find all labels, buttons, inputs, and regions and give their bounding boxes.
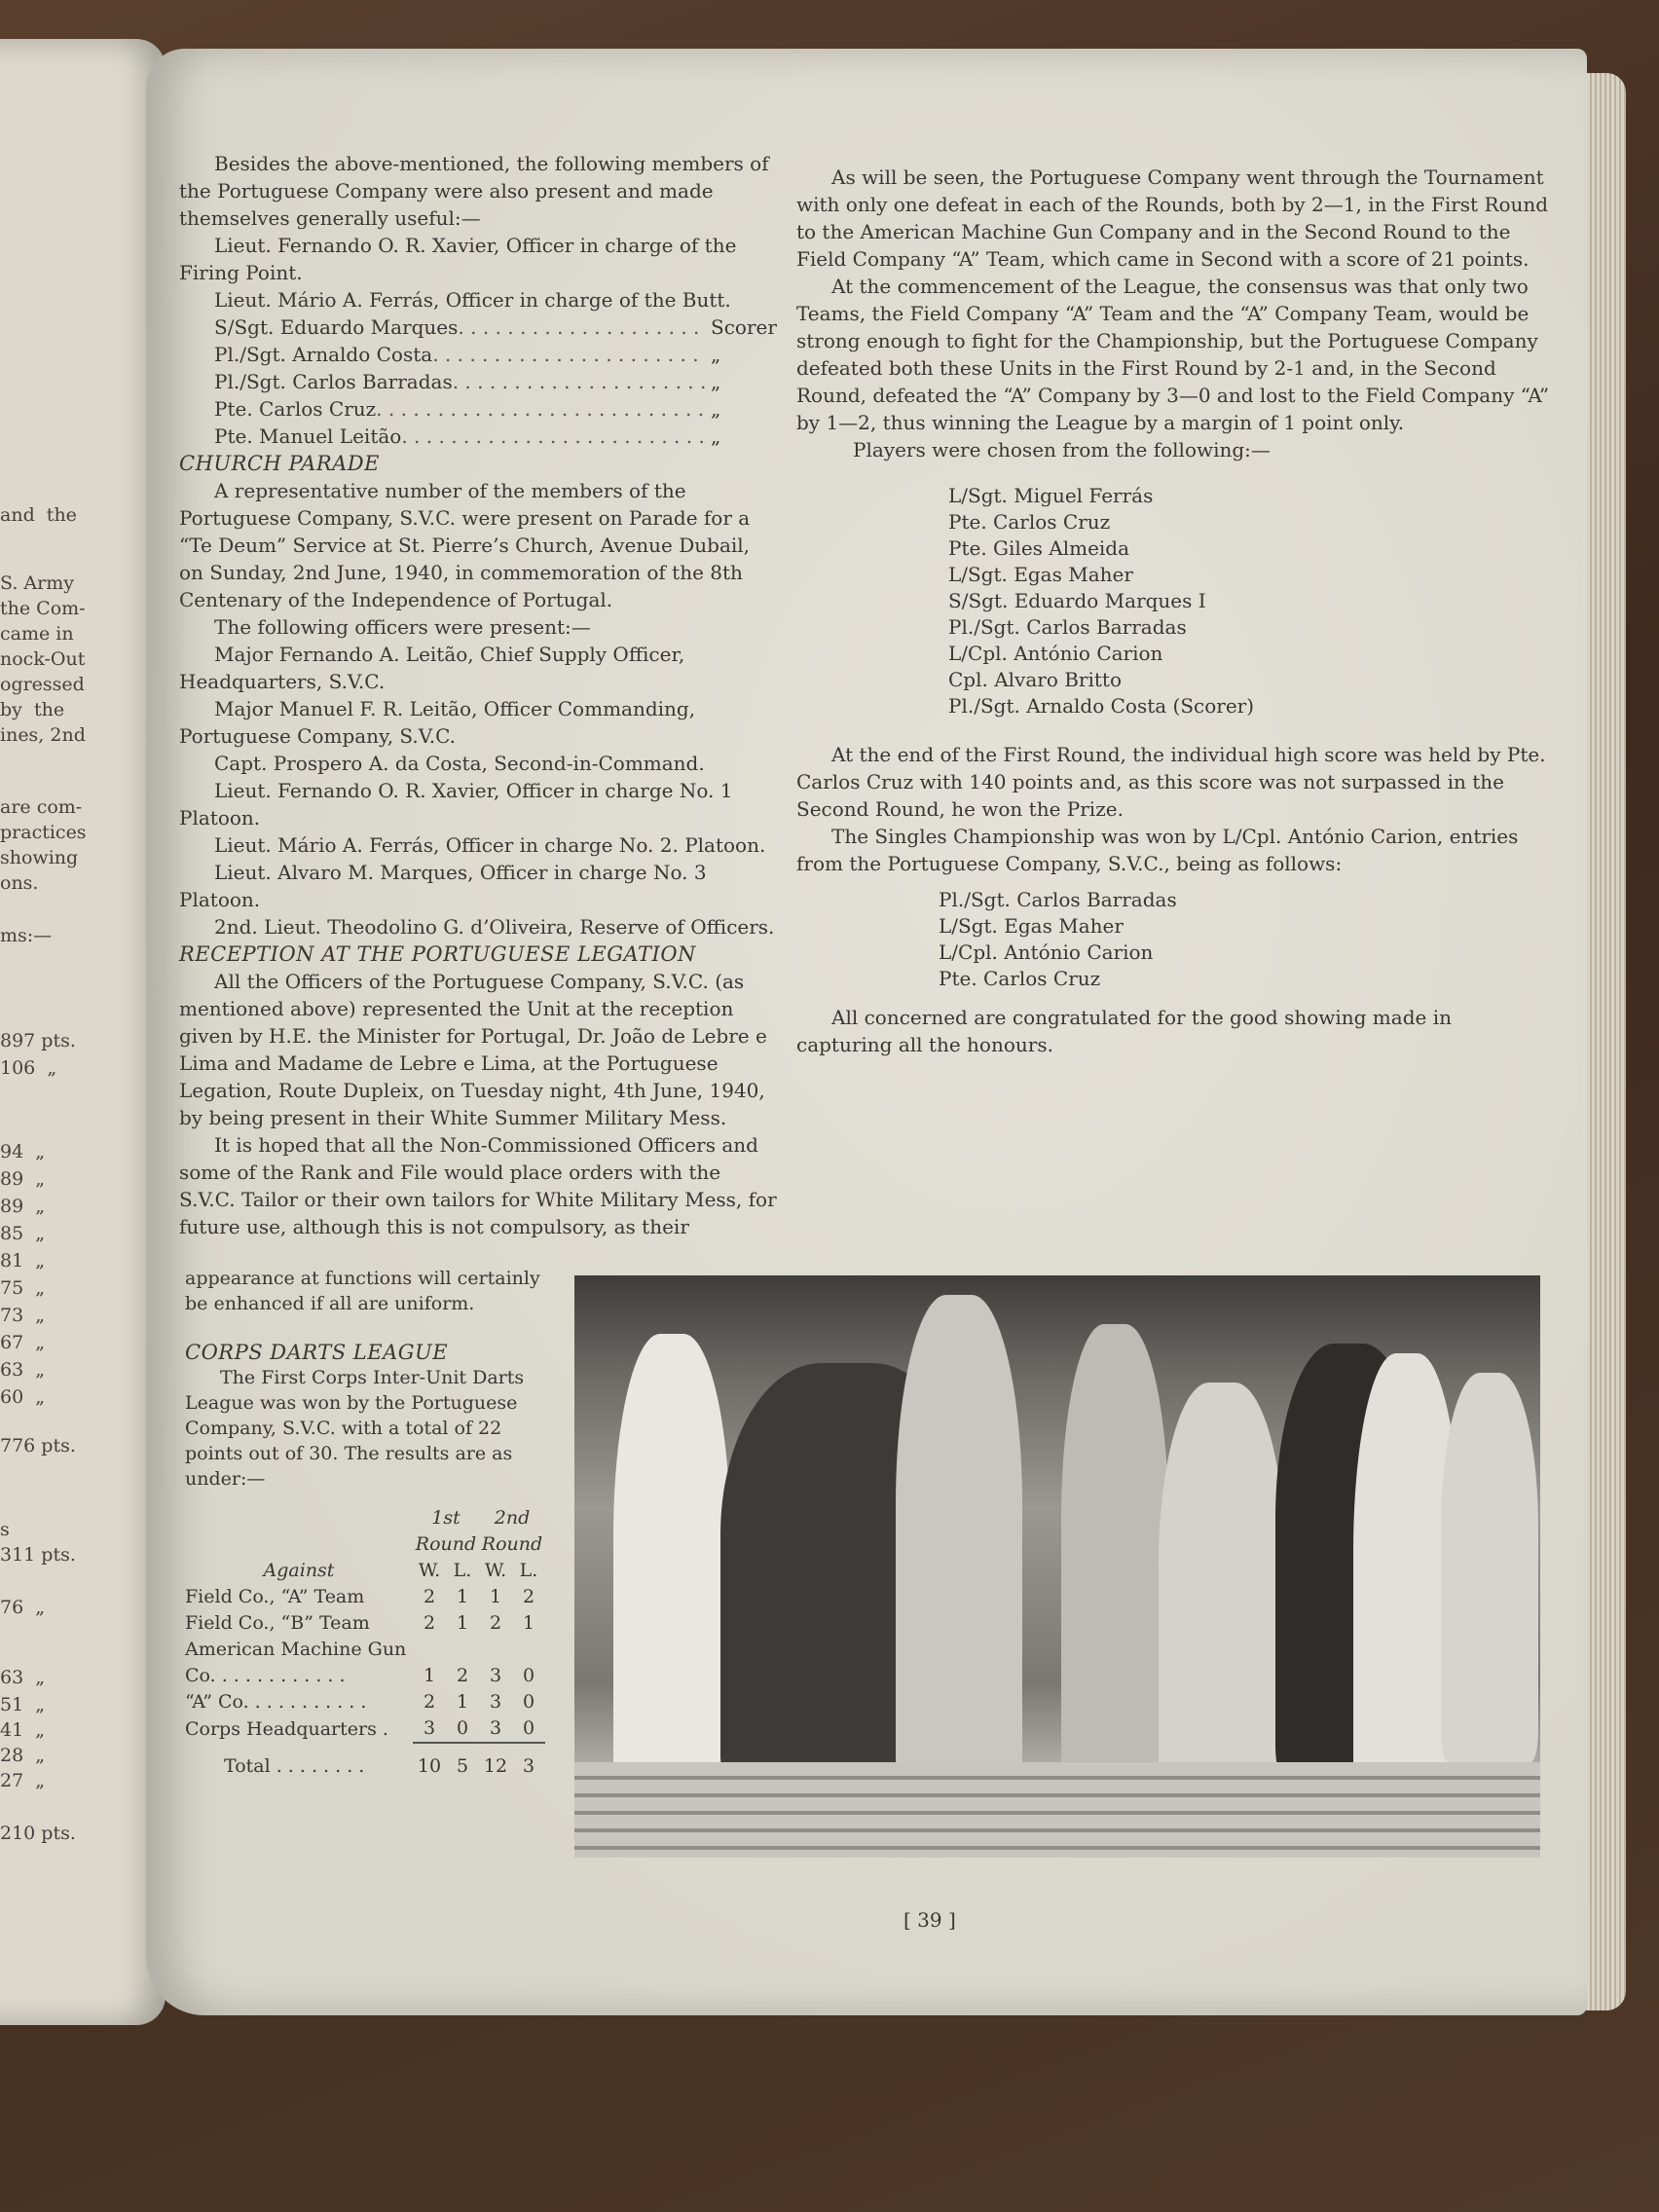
dot-leader (376, 395, 707, 423)
total-cell: 3 (512, 1743, 545, 1780)
left-narrow-column (185, 1266, 545, 1780)
score-cell: 2 (522, 1586, 535, 1607)
player-item: L/Sgt. Egas Maher (948, 563, 1133, 586)
photo-figure-crowd (1441, 1373, 1538, 1762)
left-page-fragment: s (0, 1519, 10, 1540)
left-page-fragment: 63 „ (0, 1667, 46, 1688)
player-item: Pl./Sgt. Arnaldo Costa (Scorer) (948, 694, 1255, 718)
score-cell: 3 (489, 1665, 502, 1686)
singles-entry: L/Sgt. Egas Maher (939, 914, 1124, 938)
role-name: Pte. Manuel Leitão (214, 424, 402, 448)
left-page-fragment: 51 „ (0, 1694, 46, 1715)
table-row (185, 1715, 545, 1743)
singles-list (796, 887, 1552, 992)
score-cell: 1 (456, 1691, 469, 1713)
left-page-fragment: are com- (0, 796, 83, 818)
table-row (185, 1584, 545, 1610)
reception-heading: RECEPTION AT THE PORTUGUESE LEGATION (179, 942, 696, 966)
ceremony-photograph (574, 1275, 1540, 1858)
score-cell: 2 (423, 1691, 436, 1713)
photo-figure-officer (896, 1295, 1022, 1821)
singles-entry: L/Cpl. António Carion (939, 940, 1154, 964)
role-title: „ (711, 424, 721, 448)
left-page-fragment: 94 „ (0, 1141, 46, 1162)
player-item: Pte. Giles Almeida (948, 536, 1130, 560)
score-cell: 1 (423, 1665, 436, 1686)
left-page-fragment: 67 „ (0, 1332, 46, 1353)
role-name: S/Sgt. Eduardo Marques (214, 315, 459, 339)
left-page-fragment: ms:— (0, 925, 53, 946)
round2-label: 2nd (494, 1507, 531, 1529)
dot-leader (432, 341, 707, 368)
left-page-fragment: 28 „ (0, 1745, 46, 1766)
role-title: „ (711, 370, 721, 393)
total-cell: 12 (479, 1743, 512, 1780)
l-header-1: L. (453, 1560, 472, 1581)
role-row (179, 368, 779, 395)
score-cell: 1 (522, 1612, 535, 1634)
left-page-fragment: nock-Out (0, 648, 86, 670)
score-cell: 2 (489, 1612, 502, 1634)
dot-leader (401, 423, 707, 450)
officer-entry: Lieut. Alvaro M. Marques, Officer in charge No. 3 Platoon. (179, 861, 707, 911)
score-cell: 1 (456, 1612, 469, 1634)
left-page-fragment: ines, 2nd (0, 724, 86, 746)
right-column (796, 164, 1552, 1058)
l-header-2: L. (519, 1560, 538, 1581)
left-page-fragment: 81 „ (0, 1250, 46, 1272)
players-list (796, 483, 1552, 719)
darts-heading: CORPS DARTS LEAGUE (185, 1341, 449, 1364)
role-name: Pl./Sgt. Carlos Barradas (214, 370, 453, 393)
left-page-fragment: came in (0, 623, 74, 645)
singles-entry: Pte. Carlos Cruz (939, 967, 1101, 990)
xavier-line: Lieut. Fernando O. R. Xavier, Officer in charge of the Firing Point. (179, 234, 737, 284)
role-row (179, 341, 779, 368)
left-page-fragment: 311 pts. (0, 1544, 76, 1566)
roles-list (179, 313, 779, 450)
left-page-fragment: 63 „ (0, 1359, 46, 1381)
page-number: [ 39 ] (903, 1908, 956, 1932)
team-name: Co. . . . . . . . . . . . (185, 1665, 346, 1686)
score-cell (512, 1637, 545, 1663)
officer-entry: 2nd. Lieut. Theodolino G. d’Oliveira, Reserve of Officers. (214, 915, 775, 939)
left-page-fragment: 85 „ (0, 1223, 46, 1244)
role-name: Pl./Sgt. Arnaldo Costa (214, 343, 433, 366)
round-word-1: Round (415, 1533, 477, 1555)
player-item: Cpl. Alvaro Britto (948, 668, 1123, 691)
score-cell: 2 (423, 1612, 436, 1634)
score-cell: 1 (489, 1586, 502, 1607)
player-item: S/Sgt. Eduardo Marques I (948, 589, 1206, 612)
w-header-2: W. (484, 1560, 507, 1581)
left-page-fragment: 89 „ (0, 1196, 46, 1217)
left-page-fragment: practices (0, 822, 87, 843)
team-name: Field Co., “B” Team (185, 1612, 370, 1634)
officer-entry: Capt. Prospero A. da Costa, Second-in-Command. (214, 752, 705, 775)
player-item: Pl./Sgt. Carlos Barradas (948, 615, 1187, 639)
left-page-fragment: 27 „ (0, 1770, 46, 1791)
left-page-fragment: by the (0, 699, 65, 720)
role-row (179, 423, 779, 450)
role-title: „ (711, 397, 721, 421)
results-paragraph: As will be seen, the Portuguese Company went through the Tournament with only one defeat in each of the Rounds, both by 2—1, in the First Round to the American Machine Gun Company and in the Second Round to the Field Company “A” Team, which came in Second with a score of 21 points. (796, 166, 1549, 271)
intro-paragraph: Besides the above-mentioned, the following members of the Portuguese Company were also present and made themselves generally useful:— (179, 152, 769, 230)
singles-entry: Pl./Sgt. Carlos Barradas (939, 888, 1177, 911)
left-page-fragment: showing (0, 847, 79, 868)
hoped-text: It is hoped that all the Non-Commissioned Officers and some of the Rank and File would place orders with the S.V.C. Tailor or their own tailors for White Military Mess, for future use, although this is not compulsory, as their (179, 1133, 777, 1238)
congratulations-paragraph: All concerned are congratulated for the good showing made in capturing all the honours. (796, 1006, 1452, 1056)
officers-list (179, 641, 779, 940)
darts-results-table (185, 1505, 545, 1780)
player-item: Pte. Carlos Cruz (948, 510, 1111, 534)
officer-entry: Lieut. Fernando O. R. Xavier, Officer in charge No. 1 Platoon. (179, 779, 733, 830)
left-page-fragment: 106 „ (0, 1057, 57, 1079)
table-row (185, 1610, 545, 1637)
score-cell (479, 1637, 512, 1663)
left-page-fragment: 897 pts. (0, 1030, 76, 1051)
score-cell (446, 1637, 479, 1663)
w-header-1: W. (418, 1560, 441, 1581)
left-page-fragment: 89 „ (0, 1168, 46, 1190)
score-cell: 3 (489, 1691, 502, 1713)
score-cell: 3 (489, 1717, 502, 1739)
role-row (179, 313, 779, 341)
against-header: Against (263, 1560, 335, 1581)
left-page-fragment: 41 „ (0, 1719, 46, 1741)
left-page-fragment: 60 „ (0, 1386, 46, 1408)
left-page-fragment: 776 pts. (0, 1435, 76, 1456)
total-label: Total . . . . . . . . (224, 1754, 365, 1777)
league-paragraph: At the commencement of the League, the consensus was that only two Teams, the Field Company “A” Team and the “A” Company Team, would be strong enough to fight for the Championship, but the Portuguese Company defeated both these Units in the First Round by 2-1 and, in the Second Round, defeated the “A” Company by 3—0 and lost to the Field Company “A” by 1—2, thus winning the League by a margin of 1 point only. (796, 275, 1550, 434)
total-cell: 5 (446, 1743, 479, 1780)
role-title: „ (711, 343, 721, 366)
score-cell (413, 1637, 446, 1663)
ferras-line: Lieut. Mário A. Ferrás, Officer in charge of the Butt. (214, 288, 731, 312)
officers-intro: The following officers were present:— (214, 615, 591, 639)
reception-text: All the Officers of the Portuguese Company, S.V.C. (as mentioned above) represented the Unit at the reception given by H.E. the Minister for Portugal, Dr. João de Lebre e Lima and Madame de Lebre e Lima, at the Portuguese Legation, Route Dupleix, on Tuesday night, 4th June, 1940, by being present in their White Summer Military Mess. (179, 970, 767, 1129)
score-cell: 2 (456, 1665, 469, 1686)
officer-entry: Major Manuel F. R. Leitão, Officer Commanding, Portuguese Company, S.V.C. (179, 697, 696, 748)
score-cell: 3 (423, 1717, 436, 1739)
team-name: “A” Co. . . . . . . . . . . (185, 1691, 367, 1713)
singles-paragraph: The Singles Championship was won by L/Cpl. António Carion, entries from the Portuguese Company, S.V.C., being as follows: (796, 825, 1519, 875)
role-name: Pte. Carlos Cruz (214, 397, 377, 421)
dot-leader (453, 368, 707, 395)
left-page-fragment: S. Army (0, 572, 74, 594)
left-page-fragment: ogressed (0, 674, 85, 695)
left-page (0, 39, 166, 2025)
team-name: Corps Headquarters . (185, 1717, 388, 1740)
table-row (185, 1689, 545, 1715)
role-row (179, 395, 779, 423)
player-item: L/Cpl. António Carion (948, 642, 1163, 665)
church-parade-text: A representative number of the members of the Portuguese Company, S.V.C. were present on Parade for a “Te Deum” Service at St. Pierre’s Church, Avenue Dubail, on Sunday, 2nd June, 1940, in commemoration of the 8th Centenary of the Independence of Portugal. (179, 479, 751, 611)
photo-steps (574, 1762, 1540, 1858)
dot-leader (458, 313, 707, 341)
officer-entry: Major Fernando A. Leitão, Chief Supply Officer, Headquarters, S.V.C. (179, 643, 685, 693)
player-item: L/Sgt. Miguel Ferrás (948, 484, 1154, 507)
score-cell: 0 (456, 1717, 469, 1739)
players-intro: Players were chosen from the following:— (853, 438, 1271, 461)
score-cell: 0 (522, 1717, 535, 1739)
left-page-fragment: 210 pts. (0, 1823, 76, 1844)
score-cell: 2 (423, 1586, 436, 1607)
church-parade-heading: CHURCH PARADE (179, 452, 380, 475)
round1-label: 1st (431, 1507, 461, 1529)
team-name: Field Co., “A” Team (185, 1586, 365, 1607)
team-name: American Machine Gun (185, 1639, 407, 1660)
left-page-fragment: 73 „ (0, 1305, 46, 1326)
total-cell: 10 (413, 1743, 446, 1780)
darts-text: The First Corps Inter-Unit Darts League was won by the Portuguese Company, S.V.C. with a total of 22 points out of 30. The results are as under:— (185, 1367, 525, 1490)
left-page-fragment: 76 „ (0, 1597, 46, 1618)
score-cell: 0 (522, 1665, 535, 1686)
left-page-fragment: ons. (0, 872, 39, 894)
score-cell: 0 (522, 1691, 535, 1713)
score-cell: 1 (456, 1586, 469, 1607)
officer-entry: Lieut. Mário A. Ferrás, Officer in charge No. 2. Platoon. (214, 833, 766, 857)
table-row (185, 1663, 545, 1689)
left-page-fragment: 75 „ (0, 1277, 46, 1299)
hoped-tail: appearance at functions will certainly be enhanced if all are uniform. (185, 1268, 540, 1314)
role-title: Scorer (711, 315, 777, 339)
left-column (179, 150, 779, 1240)
round-word-2: Round (481, 1533, 543, 1555)
left-page-fragment: and the (0, 504, 77, 526)
photo-figure-officer (1061, 1324, 1168, 1811)
table-row (185, 1637, 545, 1663)
left-page-fragment: the Com- (0, 598, 86, 619)
high-score-paragraph: At the end of the First Round, the individual high score was held by Pte. Carlos Cruz with 140 points and, as this score was not surpassed in the Second Round, he won the Prize. (796, 743, 1546, 821)
